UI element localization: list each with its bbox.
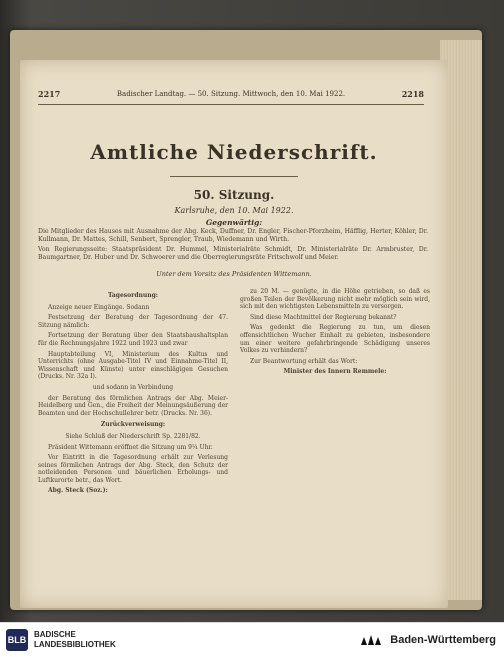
body-paragraph: Zur Beantwortung erhält das Wort:: [250, 357, 358, 365]
agenda-item: Hauptabteilung VI, Ministerium des Kultus und Unterrichts (ohne Ausgabe-Titel IV und Einnahme-Titel II, Wissenschaft und Künste) unter einschlägigen Gesuchen (Drucks. Nr. 32a I).: [38, 350, 228, 381]
agenda-heading: Tagesordnung:: [107, 292, 159, 299]
speaker-line: Minister des Innern Remmele:: [283, 368, 387, 376]
speaker-line: Abg. Steck (Soz.):: [48, 487, 108, 495]
running-title: Badischer Landtag. — 50. Sitzung. Mittwoch, den 10. Mai 1922.: [116, 90, 346, 98]
title-rule: [170, 176, 298, 177]
agenda-item: Festsetzung der Beratung der Tagesordnung der 47. Sitzung nämlich:: [38, 314, 228, 329]
agenda-item: und sodann in Verbindung: [92, 383, 174, 391]
footer-bar: [0, 622, 504, 657]
blb-line-1: BADISCHE: [34, 630, 76, 639]
minutes-heading: Zurückverweisung:: [100, 421, 166, 429]
blb-wordmark: [34, 630, 116, 650]
blb-brand[interactable]: [6, 629, 116, 651]
agenda-item: Anzeige neuer Eingänge. Sodann: [48, 303, 150, 311]
minutes-reference: Siehe Schluß der Niederschrift Sp. 2281/82.: [65, 432, 201, 440]
present-label: Gegenwärtig:: [205, 218, 263, 227]
page-number-right: 2218: [401, 89, 424, 99]
running-header: [38, 88, 424, 100]
left-column: [38, 288, 228, 498]
body-paragraph: Was gedenkt die Regierung zu tun, um diesen offensichtlichen Wucher Einhalt zu gebieten, insbesondere um einer weitere gefahrbringende Schädigung unseres Volkes zu verhindern?: [240, 324, 430, 355]
blb-line-2: LANDESBIBLIOTHEK: [34, 640, 116, 649]
document-page: [20, 60, 448, 608]
body-paragraph: Sind diese Machtmittel der Regierung bekannt?: [250, 313, 397, 321]
bw-brand[interactable]: [358, 631, 496, 649]
place-date: Karlsruhe, den 10. Mai 1922.: [174, 206, 294, 215]
opening-paragraph: Präsident Wittemann eröffnet die Sitzung um 9¼ Uhr.: [48, 443, 213, 451]
chair-line: Unter dem Vorsitz des Präsidenten Wittemann.: [156, 270, 312, 278]
agenda-item: Fortsetzung der Beratung über den Staatshaushaltsplan für die Rechnungsjahre 1922 und 1923 und zwar: [38, 332, 228, 347]
body-paragraph: zu 20 M. — genügte, in die Höhe getrieben, so daß es großen Teilen der Bevölkerung nicht mehr möglich sein wird, sich mit den wichtigsten Lebensmitteln zu versorgen.: [240, 288, 430, 311]
present-members: Die Mitglieder des Hauses mit Ausnahme der Abg. Keck, Duffner, Dr. Engler, Fischer-Pforzheim, Häfflig, Herter, Köhler, Dr. Kullmann, Dr. Mattes, Schill, Senbert, Sprengler, Traub, Wiedemann und Wirth.: [38, 228, 428, 243]
motion-paragraph: Vor Eintritt in die Tagesordnung erhält zur Verlesung seines förmlichen Antrags der Abg. Steck, den Schutz der notleidenden Personen und bäuerlichen Erholungs- und Luftkurorte betr., das Wort.: [38, 454, 228, 484]
right-column: [240, 288, 430, 379]
bw-wordmark: Baden-Württemberg: [390, 634, 496, 646]
page-number-left: 2217: [38, 89, 61, 99]
agenda-item: der Beratung des förmlichen Antrags der Abg. Meier-Heidelberg und Gen., die Freiheit der Meinungsäußerung der Beamten und der Hochschullehrer betr. (Drucks. Nr. 36).: [38, 394, 228, 417]
bw-lions-icon: [358, 631, 384, 649]
blb-logo-icon: BLB: [6, 629, 28, 651]
session-heading: 50. Sitzung.: [193, 188, 275, 202]
document-title: Amtliche Niederschrift.: [90, 140, 378, 164]
government-representatives: Von Regierungsseite: Staatspräsident Dr. Hummel, Ministerialräte Schmidt, Dr. Ministerialräte Dr. Armbruster, Dr. Baumgartner, Dr. Huber und Dr. Schwoerer und die Oberregierungsräte Fritschwolf und Meier.: [38, 246, 428, 261]
header-rule: [38, 104, 424, 105]
